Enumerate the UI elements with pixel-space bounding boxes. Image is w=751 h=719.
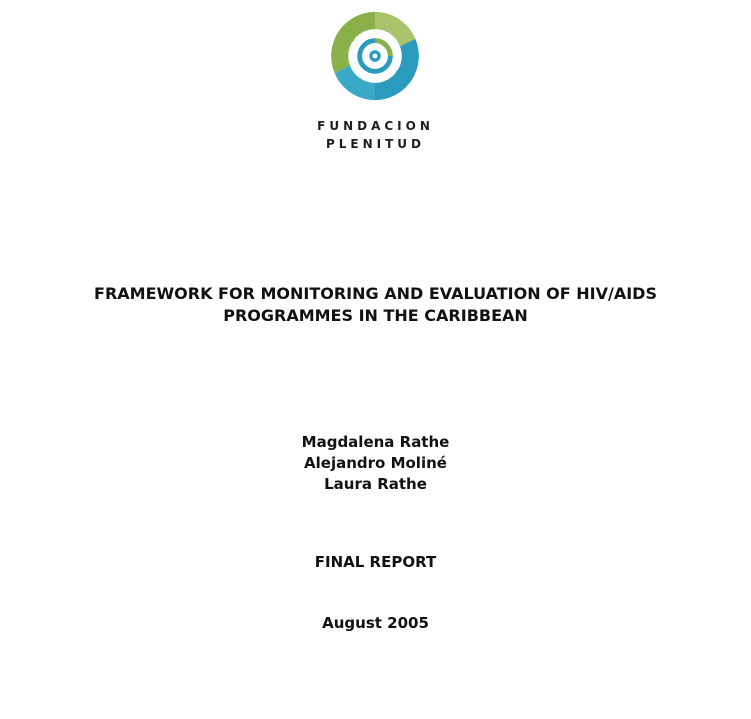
author-list (0, 432, 751, 495)
report-type: FINAL REPORT (314, 553, 437, 571)
logo-figure-head-2 (395, 68, 408, 81)
logo-figure-head-1 (341, 30, 354, 43)
organization-name-line2: PLENITUD (325, 137, 426, 151)
logo-figure-head-3 (391, 22, 401, 32)
organization-name-line1: FUNDACION (317, 119, 434, 133)
author-name: Magdalena Rathe (301, 433, 450, 451)
fundacion-plenitud-logo (327, 8, 423, 104)
report-date: August 2005 (322, 614, 429, 632)
document-title-line1: FRAMEWORK FOR MONITORING AND EVALUATION OF HIV/AIDS (94, 284, 657, 303)
author-name: Alejandro Moliné (304, 454, 447, 472)
document-title-line2: PROGRAMMES IN THE CARIBBEAN (223, 306, 528, 325)
logo-figure-head-4 (349, 82, 359, 92)
author-name: Laura Rathe (324, 475, 427, 493)
document-title (0, 283, 751, 327)
logo-center-dot-inner (373, 54, 378, 59)
